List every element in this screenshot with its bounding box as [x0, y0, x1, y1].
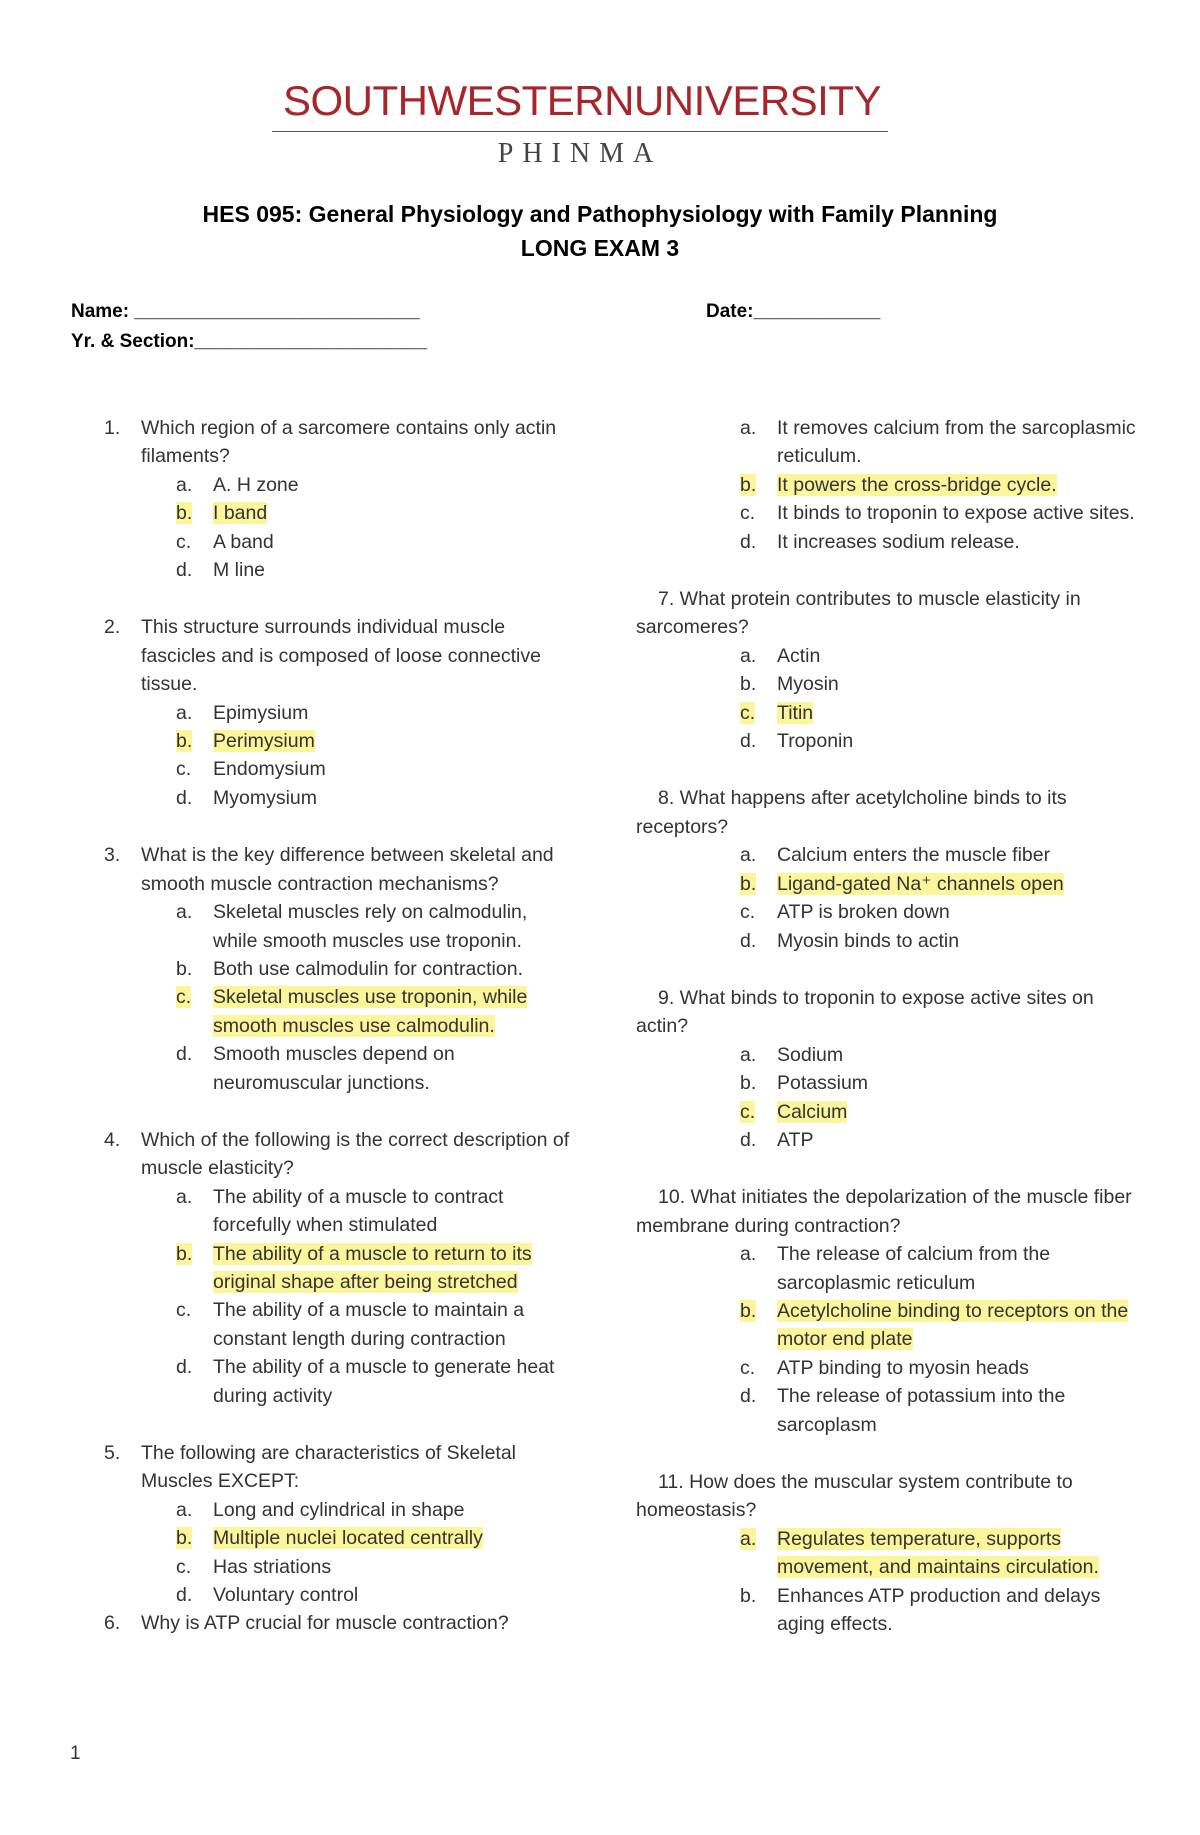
option-highlighted: a. Regulates temperature, supports movement, and maintains circulation. — [740, 1527, 1099, 1579]
question-5: 5. The following are characteristics of Skeletal Muscles EXCEPT: — [104, 1442, 517, 1493]
option-highlighted: b. The ability of a muscle to return to its original shape after being stretched — [176, 1242, 532, 1293]
option-highlighted: c. Skeletal muscles use troponin, while smooth muscles use calmodulin. — [176, 986, 528, 1037]
option: a. The release of calcium from the sarcoplasmic reticulum — [740, 1243, 1051, 1294]
question-2-options — [104, 699, 574, 813]
question-4: 4. Which of the following is the correct description of muscle elasticity? — [104, 1128, 570, 1180]
option: a. Skeletal muscles rely on calmodulin, while smooth muscles use troponin. — [176, 901, 528, 952]
question-1-options — [104, 471, 574, 585]
option: d. Smooth muscles depend on neuromuscular junctions. — [176, 1043, 455, 1094]
question-5-options — [104, 1496, 574, 1610]
option-highlighted: b. Multiple nuclei located centrally — [176, 1527, 483, 1550]
option: c. Endomysium — [176, 758, 326, 781]
question-8-options — [636, 841, 1136, 955]
page-number: 1 — [70, 1743, 81, 1764]
option: b. Myosin — [740, 673, 839, 696]
logo-divider — [272, 131, 888, 132]
option: d. Myomysium — [176, 786, 318, 809]
question-3-options — [104, 898, 574, 1097]
question-7: 7. What protein contributes to muscle elasticity in sarcomeres? — [636, 588, 1081, 639]
exam-subtitle: LONG EXAM 3 — [520, 235, 680, 261]
option: a. Calcium enters the muscle fiber — [740, 844, 1051, 867]
question-10: 10. What initiates the depolarization of the muscle fiber membrane during contraction? — [636, 1186, 1132, 1237]
question-2: 2. This structure surrounds individual muscle fascicles and is composed of loose connective tissue. — [104, 616, 541, 696]
option: d. ATP — [740, 1128, 814, 1151]
option: b. Enhances ATP production and delays aging effects. — [740, 1584, 1101, 1636]
option: a. Sodium — [740, 1043, 844, 1066]
option: d. The ability of a muscle to generate heat during activity — [176, 1356, 555, 1407]
option: d. Voluntary control — [176, 1584, 359, 1607]
option: b. Both use calmodulin for contraction. — [176, 957, 524, 980]
option: c. A band — [176, 530, 274, 553]
option: a. Long and cylindrical in shape — [176, 1498, 465, 1521]
option: d. Troponin — [740, 730, 854, 753]
option-highlighted: b. I band — [176, 502, 268, 525]
option-highlighted: c. Titin — [740, 701, 814, 724]
logo-subtext: PHINMA — [497, 138, 663, 169]
section-field: Yr. & Section:______________________ — [71, 331, 427, 352]
question-10-options — [636, 1240, 1136, 1439]
option: c. It binds to troponin to expose active sites. — [740, 502, 1135, 525]
option: b. Potassium — [740, 1072, 869, 1095]
question-3: 3. What is the key difference between skeletal and smooth muscle contraction mechanisms? — [104, 844, 554, 895]
question-9: 9. What binds to troponin to expose active sites on actin? — [636, 986, 1094, 1038]
option-highlighted: b. Acetylcholine binding to receptors on the motor end plate — [740, 1299, 1129, 1351]
option: c. Has striations — [176, 1555, 332, 1578]
option: d. Myosin binds to actin — [740, 929, 960, 952]
option: a. It removes calcium from the sarcoplasmic reticulum. — [740, 417, 1136, 468]
left-column — [104, 414, 574, 1638]
option-highlighted: b. Ligand-gated Na⁺ channels open — [740, 872, 1064, 895]
option: a. Epimysium — [176, 701, 309, 724]
option: c. ATP is broken down — [740, 901, 950, 924]
option: d. It increases sodium release. — [740, 530, 1020, 553]
right-column — [636, 414, 1136, 1638]
option: c. ATP binding to myosin heads — [740, 1356, 1029, 1379]
question-11-options — [636, 1525, 1136, 1639]
option-highlighted: b. Perimysium — [176, 730, 315, 753]
name-field: Name: ___________________________ — [71, 301, 420, 322]
option: c. The ability of a muscle to maintain a constant length during contraction — [176, 1299, 525, 1350]
logo-text: SOUTHWESTERNUNIVERSITY — [282, 77, 882, 124]
question-4-options — [104, 1183, 574, 1410]
question-11: 11. How does the muscular system contribute to homeostasis? — [636, 1471, 1073, 1522]
option: a. The ability of a muscle to contract forcefully when stimulated — [176, 1185, 504, 1237]
question-1: 1. Which region of a sarcomere contains only actin filaments? — [104, 417, 557, 468]
option-highlighted: b. It powers the cross-bridge cycle. — [740, 473, 1057, 496]
question-6-options — [636, 414, 1136, 556]
question-6: 6. Why is ATP crucial for muscle contraction? — [104, 1612, 509, 1635]
option: a. A. H zone — [176, 473, 299, 496]
question-8: 8. What happens after acetylcholine binds to its receptors? — [636, 787, 1067, 838]
question-7-options — [636, 642, 1136, 756]
option: a. Actin — [740, 644, 821, 667]
option: d. The release of potassium into the sarcoplasm — [740, 1385, 1066, 1436]
exam-title: HES 095: General Physiology and Pathophysiology with Family Planning — [202, 201, 998, 227]
university-logo — [272, 78, 892, 124]
date-field: Date:____________ — [706, 301, 881, 322]
option: d. M line — [176, 559, 266, 582]
question-9-options — [636, 1041, 1136, 1155]
option-highlighted: c. Calcium — [740, 1100, 848, 1123]
